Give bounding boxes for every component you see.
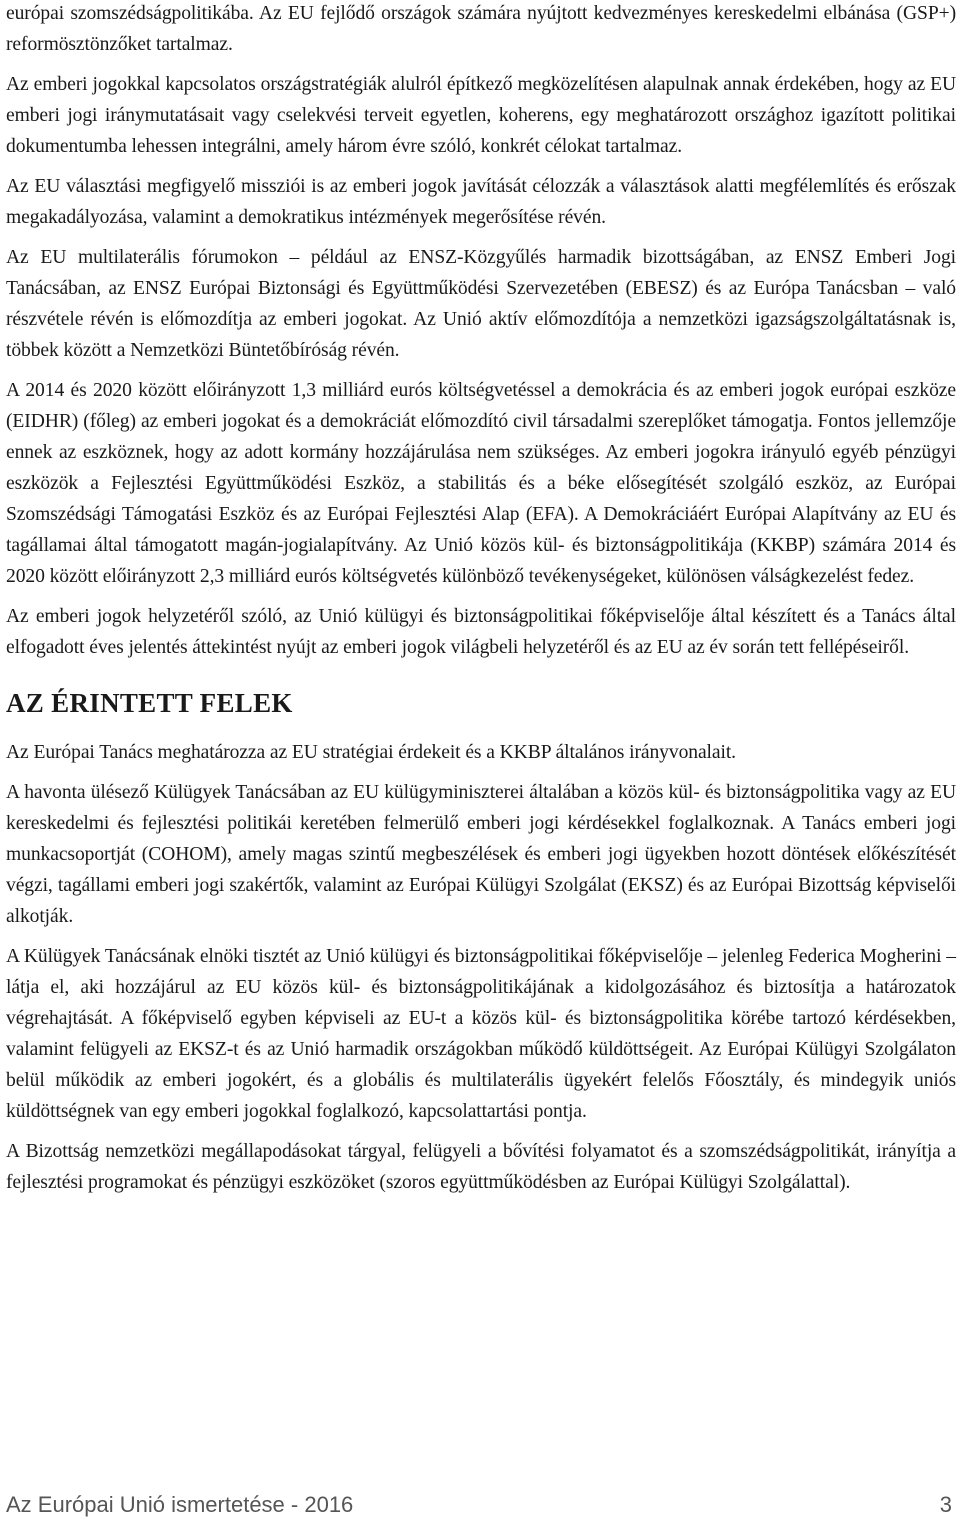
page-footer	[6, 1492, 952, 1524]
paragraph-election-observation: Az EU választási megfigyelő missziói is az emberi jogok javítását célozzák a választások alatti megfélemlítés és erőszak megakadályozása, valamint a demokratikus intézmények megerősítése révén.	[6, 176, 956, 228]
paragraph-gsp-continuation: európai szomszédságpolitikába. Az EU fejlődő országok számára nyújtott kedvezményes kereskedelmi elbánása (GSP+) reformösztönzőket tartalmaz.	[6, 3, 956, 55]
paragraph-multilateral-fora: Az EU multilaterális fórumokon – például az ENSZ-Közgyűlés harmadik bizottságában, az ENSZ Emberi Jogi Tanácsában, az ENSZ Európai Biztonsági és Együttműködési Szervezetében (EBESZ) és az Európa Tanácsban – való részvétele révén is előmozdítja az emberi jogokat. Az Unió aktív előmozdítója a nemzetközi igazságszolgáltatásnak is, többek között a Nemzetközi Büntetőbíróság révén.	[6, 247, 956, 361]
paragraph-high-representative: A Külügyek Tanácsának elnöki tisztét az Unió külügyi és biztonságpolitikai főképviselője – jelenleg Federica Mogherini – látja el, aki hozzájárul az EU közös kül- és biztonságpolitikájának a kidolgozásához és biztosítja a határozatok végrehajtását. A főképviselő egyben képviseli az EU-t a közös kül- és biztonságpolitika körébe tartozó kérdésekben, valamint felügyeli az EKSZ-t és az Unió harmadik országokban működő küldöttségeit. Az Európai Külügyi Szolgálaton belül működik az emberi jogokért, és a globális és multilaterális ügyekért felelős Főosztály, és mindegyik uniós küldöttségnek van egy emberi jogokkal foglalkozó, kapcsolattartási pontja.	[6, 946, 956, 1122]
paragraph-financial-instruments: A 2014 és 2020 között előirányzott 1,3 milliárd eurós költségvetéssel a demokrácia és az emberi jogok európai eszköze (EIDHR) (főleg) az emberi jogokat és a demokráciát előmozdító civil társadalmi szereplőket támogatja. Fontos jellemzője ennek az eszköznek, hogy az adott kormány hozzájárulása nem szükséges. Az emberi jogokra irányuló egyéb pénzügyi eszközök a Fejlesztési Együttműködési Eszköz, a stabilitás és a béke elősegítését szolgáló eszköz, az Európai Szomszédsági Támogatási Eszköz és az Európai Fejlesztési Alap (EFA). A Demokráciáért Európai Alapítvány az EU és tagállamai által támogatott magán-jogialapítvány. Az Unió közös kül- és biztonságpolitikája (KKBP) számára 2014 és 2020 között előirányzott 2,3 milliárd eurós költségvetés különböző tevékenységeket, különösen válságkezelést fedez.	[6, 380, 956, 587]
section-heading: AZ ÉRINTETT FELEK	[6, 688, 293, 718]
paragraph-foreign-affairs-council: A havonta ülésező Külügyek Tanácsában az EU külügyminiszterei általában a közös kül- és biztonságpolitika vagy az EU kereskedelmi és fejlesztési politikái keretében felmerülő emberi jogi kérdésekkel foglalkoznak. A Tanács emberi jogi munkacsoportját (COHOM), amely magas szintű megbeszélések és emberi jogi ügyekben hozott döntések előkészítését végzi, tagállami emberi jogi szakértők, valamint az Európai Külügyi Szolgálat (EKSZ) és az Európai Bizottság képviselői alkotják.	[6, 782, 956, 927]
footer-document-title: Az Európai Unió ismertetése - 2016	[6, 1492, 354, 1517]
footer-page-number: 3	[939, 1492, 952, 1517]
document-page	[6, 0, 956, 1207]
paragraph-commission: A Bizottság nemzetközi megállapodásokat tárgyal, felügyeli a bővítési folyamatot és a szomszédságpolitikát, irányítja a fejlesztési programokat és pénzügyi eszközöket (szoros együttműködésben az Európai Külügyi Szolgálattal).	[6, 1141, 956, 1193]
paragraph-annual-report: Az emberi jogok helyzetéről szóló, az Unió külügyi és biztonságpolitikai főképviselője által készített és a Tanács által elfogadott éves jelentés áttekintést nyújt az emberi jogok világbeli helyzetéről és az EU az év során tett fellépéseiről.	[6, 606, 956, 658]
paragraph-country-strategies: Az emberi jogokkal kapcsolatos országstratégiák alulról építkező megközelítésen alapulnak annak érdekében, hogy az EU emberi jogi iránymutatásait vagy cselekvési terveit egyetlen, koherens, egy meghatározott országhoz igazított politikai dokumentumba lehessen integrálni, amely három évre szóló, konkrét célokat tartalmaz.	[6, 74, 956, 157]
paragraph-european-council: Az Európai Tanács meghatározza az EU stratégiai érdekeit és a KKBP általános irányvonalait.	[6, 742, 736, 763]
